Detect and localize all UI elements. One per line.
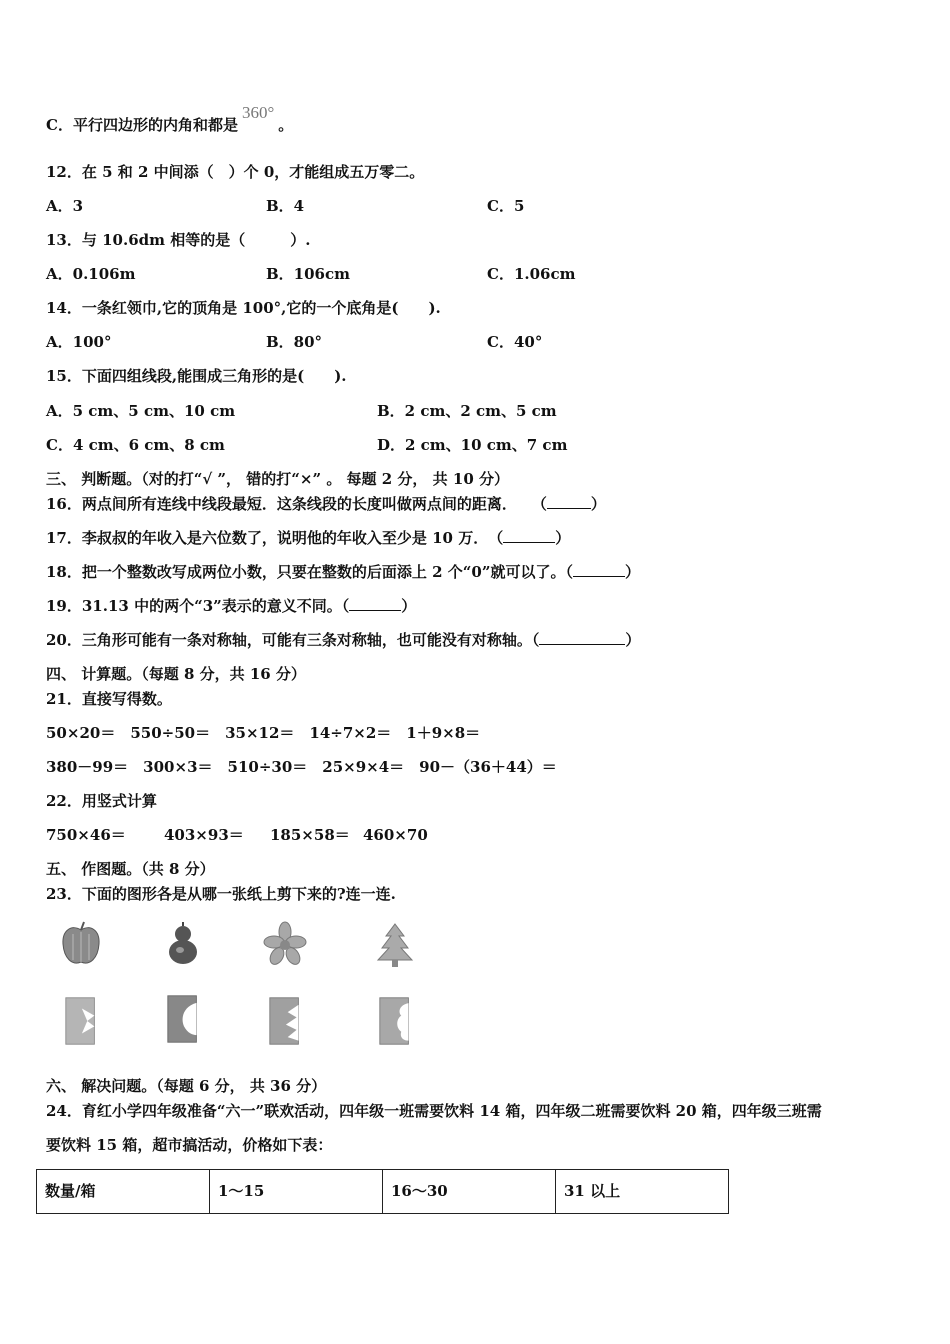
q22-item: 185×58＝ [270,826,350,844]
q19-text: 19．31.13 中的两个“3”表示的意义不同。（ [46,597,350,615]
q13-option-b: B．106cm [266,265,350,283]
q11-option-c [46,103,294,135]
q16-answer-blank[interactable] [547,494,591,509]
q16-text: 16．两点间所有连线中线段最短．这条线段的长度叫做两点间的距离． （ [46,495,547,513]
q15-option-b: B．2 cm、2 cm、5 cm [377,402,557,420]
q13-option-c: C．1.06cm [487,265,576,283]
q24-line-1: 24．育红小学四年级准备“六一”联欢活动，四年级一班需要饮料 14 箱，四年级二班需要饮料 20 箱，四年级三班需 [46,1102,822,1120]
q11c-label: C．平行四边形的内角和都是 [46,116,238,134]
q19-close: ） [401,597,417,615]
section-6-heading: 六、 解决问题。（每题 6 分， 共 36 分） [46,1077,327,1095]
folded-paper-c-icon [262,996,308,1046]
section-4-heading: 四、 计算题。（每题 8 分，共 16 分） [46,665,306,683]
q18-close: ） [624,563,640,581]
table-row [37,1170,729,1214]
q12-option-a: A．3 [46,197,84,215]
q19-answer-blank[interactable] [349,596,401,611]
q17-close: ） [555,529,571,547]
q13-option-a: A．0.106m [46,265,136,283]
q15-option-c: C．4 cm、6 cm、8 cm [46,436,225,454]
q13-stem: 13．与 10.6dm 相等的是（ ）. [46,231,311,249]
q14-option-b: B．80° [266,333,323,351]
q15-option-d: D．2 cm、10 cm、7 cm [377,436,568,454]
section-3-heading: 三、 判断题。（对的打“√ ”， 错的打“×” 。 每题 2 分， 共 10 分） [46,470,509,488]
apple-shape-icon [58,920,104,970]
table-cell: 31 以上 [556,1170,729,1214]
gourd-shape-icon [160,918,206,968]
q12-option-b: B．4 [266,197,305,215]
q16-close: ） [590,495,606,513]
q15-stem: 15．下面四组线段,能围成三角形的是( ). [46,367,347,385]
q14-option-c: C．40° [487,333,543,351]
table-cell: 16～30 [383,1170,556,1214]
section-5-heading: 五、 作图题。（共 8 分） [46,860,215,878]
q14-stem: 14．一条红领巾,它的顶角是 100°,它的一个底角是( ). [46,299,441,317]
table-cell: 数量/箱 [37,1170,210,1214]
q18-text: 18．把一个整数改写成两位小数，只要在整数的后面添上 2 个“0”就可以了。（ [46,563,573,581]
q22-item: 403×93＝ [164,826,244,844]
folded-paper-a-icon [58,996,104,1046]
q23-stem: 23．下面的图形各是从哪一张纸上剪下来的?连一连. [46,885,396,903]
q22-item: 750×46＝ [46,826,126,844]
q17 [46,528,570,548]
folded-paper-d-icon [372,996,418,1046]
q17-text: 17．李叔叔的年收入是六位数了，说明他的年收入至少是 10 万． （ [46,529,504,547]
q20-text: 20．三角形可能有一条对称轴，可能有三条对称轴，也可能没有对称轴。（ [46,631,540,649]
q21-row-1: 50×20＝ 550÷50＝ 35×12＝ 14÷7×2＝ 1＋9×8＝ [46,724,481,742]
q20 [46,630,640,650]
flower-shape-icon [262,920,308,970]
tree-shape-icon [372,920,418,970]
q17-answer-blank[interactable] [503,528,555,543]
folded-paper-b-icon [160,994,206,1044]
q16 [46,494,606,514]
q24-line-2: 要饮料 15 箱，超市搞活动，价格如下表： [46,1136,333,1154]
q19 [46,596,416,616]
price-table [36,1169,729,1214]
q12-stem: 12．在 5 和 2 中间添（ ）个 0，才能组成五万零二。 [46,163,425,181]
q18 [46,562,640,582]
q22-item: 460×70 [363,826,428,844]
q12-option-c: C．5 [487,197,525,215]
q21-row-2: 380－99＝ 300×3＝ 510÷30＝ 25×9×4＝ 90－（36＋44）＝ [46,758,557,776]
q20-answer-blank[interactable] [539,630,625,645]
q22-stem: 22．用竖式计算 [46,792,157,810]
q15-option-a: A．5 cm、5 cm、10 cm [46,402,236,420]
q20-close: ） [625,631,641,649]
q11c-value: 360° [241,103,275,122]
q11c-end: 。 [278,116,294,134]
table-cell: 1～15 [210,1170,383,1214]
q18-answer-blank[interactable] [573,562,625,577]
q21-stem: 21．直接写得数。 [46,690,172,708]
q14-option-a: A．100° [46,333,112,351]
